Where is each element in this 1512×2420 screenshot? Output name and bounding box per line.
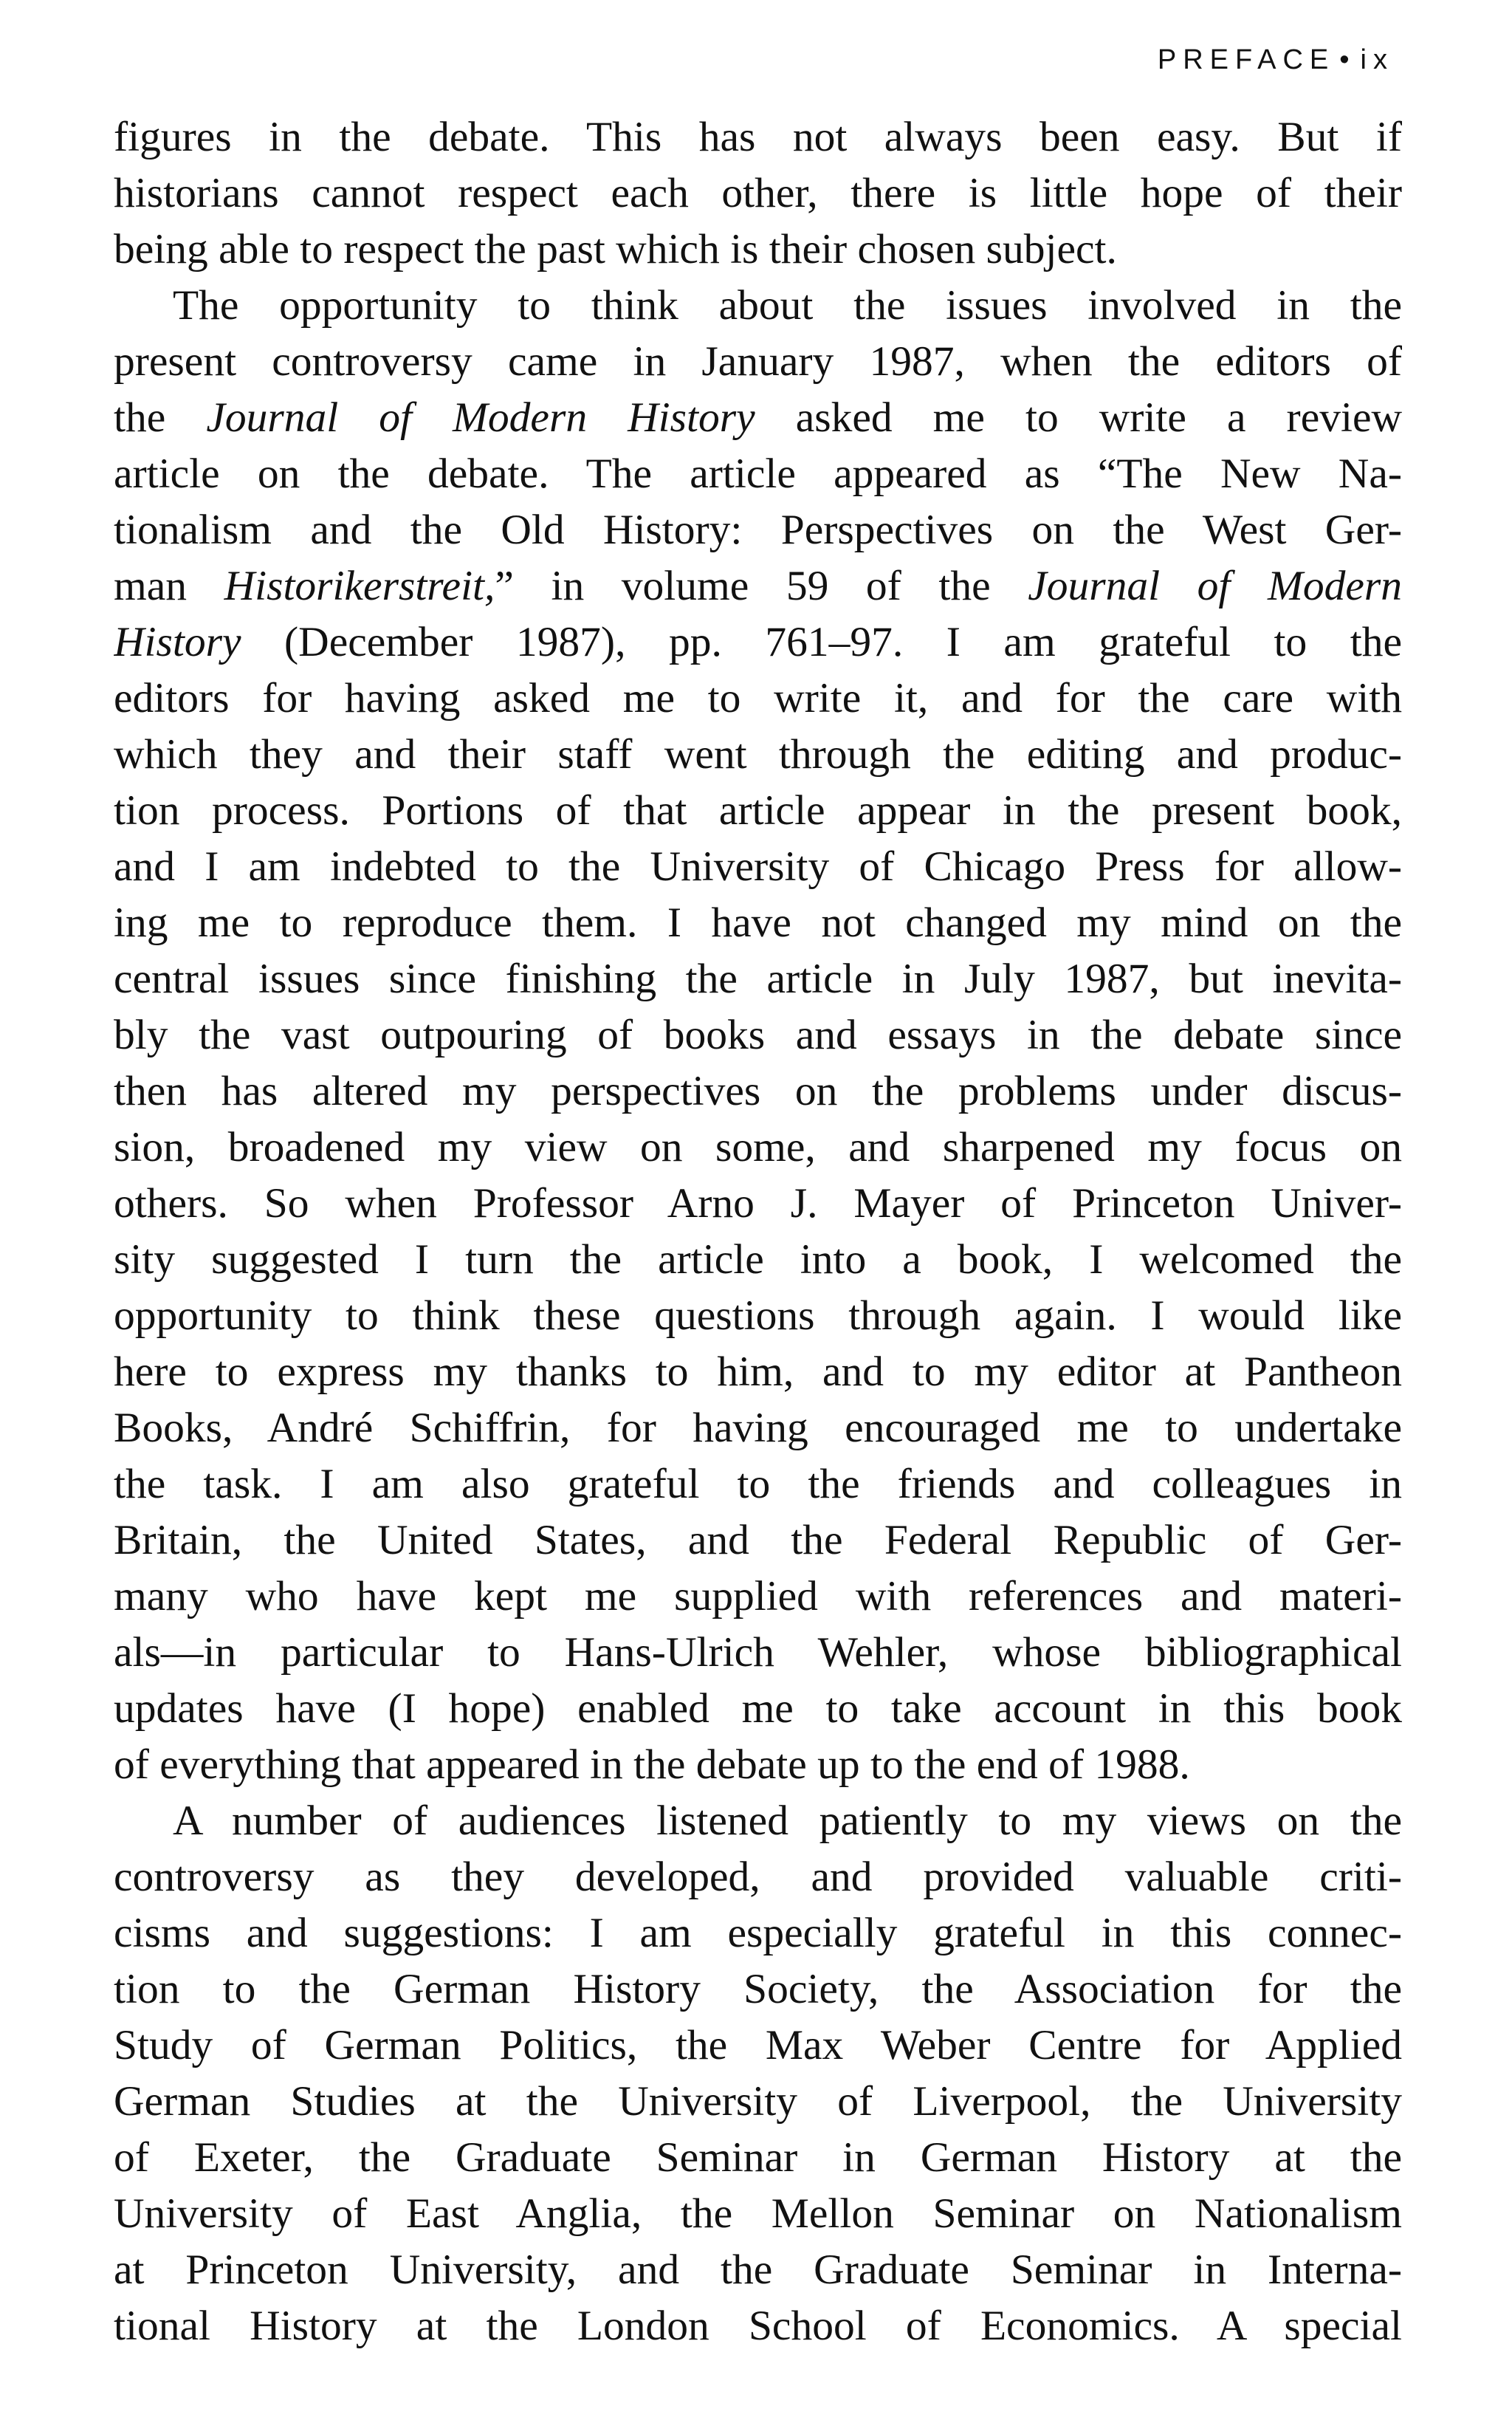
text-segment: historians cannot respect each other, there is little hope of their bbox=[114, 170, 1402, 216]
text-segment: updates have (I hope) enabled me to take account in this book bbox=[114, 1685, 1402, 1732]
text-segment: the task. I am also grateful to the friends and colleagues in bbox=[114, 1461, 1402, 1507]
text-line bbox=[114, 165, 1402, 222]
text-segment: Study of German Politics, the Max Weber Centre for Applied bbox=[114, 2022, 1402, 2068]
text-line bbox=[114, 1120, 1402, 1176]
text-line bbox=[114, 1512, 1402, 1569]
text-segment: being able to respect the past which is their chosen subject. bbox=[114, 226, 1117, 272]
text-segment: ” in volume 59 of the bbox=[495, 563, 1028, 609]
text-line bbox=[114, 1905, 1402, 1961]
running-head-separator: • bbox=[1339, 44, 1356, 75]
italic-text: History bbox=[114, 619, 241, 665]
text-line bbox=[114, 1681, 1402, 1737]
text-line bbox=[114, 390, 1402, 446]
preface-body-text bbox=[114, 109, 1402, 2354]
text-line bbox=[114, 1007, 1402, 1063]
text-line bbox=[114, 1737, 1402, 1793]
text-line bbox=[114, 783, 1402, 839]
text-segment: tion to the German History Society, the Association for the bbox=[114, 1966, 1402, 2012]
text-segment: bly the vast outpouring of books and essays in the debate since bbox=[114, 1012, 1402, 1058]
italic-text: Historikerstreit, bbox=[224, 563, 495, 609]
text-segment: German Studies at the University of Liverpool, the University bbox=[114, 2078, 1402, 2125]
text-segment: which they and their staff went through the editing and produc- bbox=[114, 731, 1402, 778]
text-line bbox=[114, 1176, 1402, 1232]
page-number: ix bbox=[1360, 44, 1394, 75]
text-line bbox=[114, 951, 1402, 1007]
text-segment: the bbox=[114, 394, 207, 441]
text-segment: here to express my thanks to him, and to my editor at Pantheon bbox=[114, 1348, 1402, 1395]
text-line bbox=[114, 2298, 1402, 2354]
text-segment: tional History at the London School of Economics. A special bbox=[114, 2303, 1402, 2349]
text-line bbox=[114, 1625, 1402, 1681]
text-segment: sion, broadened my view on some, and sharpened my focus on bbox=[114, 1124, 1402, 1170]
text-line bbox=[114, 671, 1402, 727]
text-segment: sity suggested I turn the article into a book, I welcomed the bbox=[114, 1236, 1402, 1283]
text-segment: of everything that appeared in the debate up to the end of 1988. bbox=[114, 1741, 1190, 1788]
text-line bbox=[114, 1456, 1402, 1512]
text-segment: tion process. Portions of that article appear in the present book, bbox=[114, 787, 1402, 834]
text-line bbox=[114, 1232, 1402, 1288]
text-segment: (December 1987), pp. 761–97. I am grateful to the bbox=[241, 619, 1402, 665]
text-segment: present controversy came in January 1987, when the editors of bbox=[114, 338, 1402, 385]
text-line bbox=[114, 334, 1402, 390]
text-segment: at Princeton University, and the Graduate Seminar in Interna- bbox=[114, 2246, 1402, 2293]
text-segment: cisms and suggestions: I am especially grateful in this connec- bbox=[114, 1910, 1402, 1956]
text-line bbox=[114, 222, 1402, 278]
text-segment: als—in particular to Hans-Ulrich Wehler, whose bibliographical bbox=[114, 1629, 1402, 1676]
text-segment: central issues since finishing the article in July 1987, but inevita- bbox=[114, 956, 1402, 1002]
text-segment: man bbox=[114, 563, 224, 609]
running-head-section: PREFACE bbox=[1157, 44, 1336, 75]
paragraph-first-line bbox=[114, 1793, 1402, 1849]
text-segment: controversy as they developed, and provided valuable criti- bbox=[114, 1854, 1402, 1900]
text-line bbox=[114, 558, 1402, 614]
text-segment: Britain, the United States, and the Federal Republic of Ger- bbox=[114, 1517, 1402, 1563]
paragraph-first-line bbox=[114, 278, 1402, 334]
text-segment: figures in the debate. This has not always been easy. But if bbox=[114, 114, 1402, 160]
text-segment: A number of audiences listened patiently to my views on the bbox=[173, 1797, 1402, 1844]
text-line bbox=[114, 727, 1402, 783]
italic-text: Journal of Modern bbox=[1028, 563, 1402, 609]
text-line bbox=[114, 614, 1402, 671]
text-line bbox=[114, 895, 1402, 951]
text-line bbox=[114, 1569, 1402, 1625]
text-line bbox=[114, 1063, 1402, 1120]
text-segment: opportunity to think these questions through again. I would like bbox=[114, 1292, 1402, 1339]
text-segment: then has altered my perspectives on the problems under discus- bbox=[114, 1068, 1402, 1114]
text-line bbox=[114, 1961, 1402, 2018]
text-line bbox=[114, 502, 1402, 558]
text-line bbox=[114, 109, 1402, 165]
text-line bbox=[114, 1344, 1402, 1400]
text-line bbox=[114, 1400, 1402, 1456]
text-line bbox=[114, 2130, 1402, 2186]
text-line bbox=[114, 839, 1402, 895]
text-line bbox=[114, 2074, 1402, 2130]
text-segment: many who have kept me supplied with references and materi- bbox=[114, 1573, 1402, 1619]
running-head bbox=[1158, 44, 1394, 76]
text-segment: tionalism and the Old History: Perspectives on the West Ger- bbox=[114, 507, 1402, 553]
text-line bbox=[114, 2186, 1402, 2242]
text-segment: University of East Anglia, the Mellon Seminar on Nationalism bbox=[114, 2190, 1402, 2237]
italic-text: Journal of Modern History bbox=[206, 394, 755, 441]
text-segment: Books, André Schiffrin, for having encouraged me to undertake bbox=[114, 1405, 1402, 1451]
text-segment: asked me to write a review bbox=[755, 394, 1402, 441]
text-segment: of Exeter, the Graduate Seminar in German History at the bbox=[114, 2134, 1402, 2181]
text-segment: ing me to reproduce them. I have not changed my mind on the bbox=[114, 899, 1402, 946]
text-segment: and I am indebted to the University of Chicago Press for allow- bbox=[114, 843, 1402, 890]
text-segment: others. So when Professor Arno J. Mayer of Princeton Univer- bbox=[114, 1180, 1402, 1227]
text-line bbox=[114, 1288, 1402, 1344]
text-line bbox=[114, 2242, 1402, 2298]
text-segment: editors for having asked me to write it, and for the care with bbox=[114, 675, 1402, 721]
text-line bbox=[114, 2018, 1402, 2074]
text-segment: The opportunity to think about the issues involved in the bbox=[173, 282, 1402, 329]
text-segment: article on the debate. The article appeared as “The New Na- bbox=[114, 450, 1402, 497]
text-line bbox=[114, 446, 1402, 502]
text-line bbox=[114, 1849, 1402, 1905]
